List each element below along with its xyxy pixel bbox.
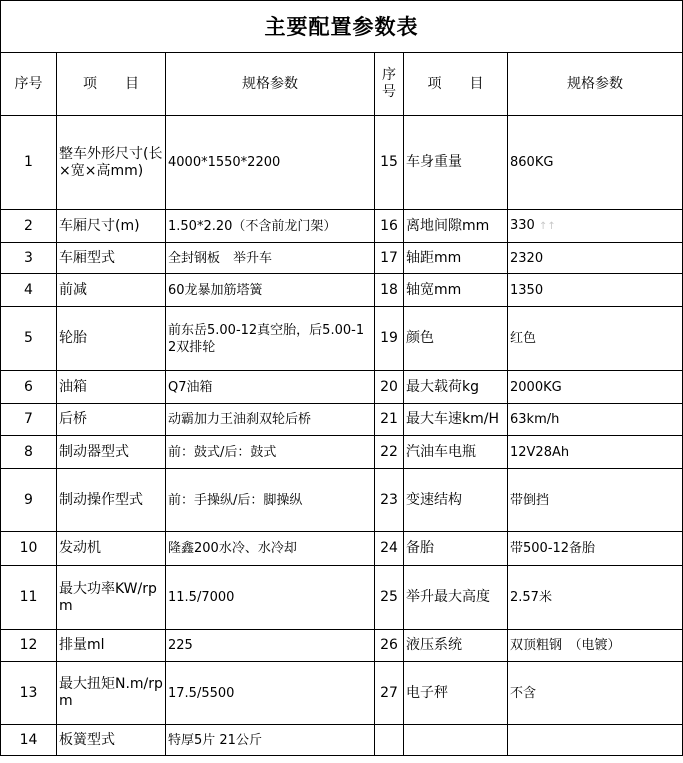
item-name: 举升最大高度 bbox=[404, 566, 508, 630]
item-name: 离地间隙mm bbox=[404, 210, 508, 243]
item-name: 制动器型式 bbox=[57, 436, 166, 469]
row-number: 24 bbox=[375, 532, 404, 566]
faint-mark: ↑↑ bbox=[538, 221, 556, 232]
table-row bbox=[1, 532, 683, 566]
item-name: 最大扭矩N.m/rpm bbox=[57, 662, 166, 725]
row-number: 5 bbox=[1, 307, 57, 371]
item-name: 变速结构 bbox=[404, 469, 508, 532]
item-name: 轴宽mm bbox=[404, 274, 508, 307]
spec-value: 隆鑫200水冷、水冷却 bbox=[166, 532, 375, 566]
spec-value: 前：鼓式/后：鼓式 bbox=[166, 436, 375, 469]
spec-value: 60龙暴加筋塔簧 bbox=[166, 274, 375, 307]
item-name: 排量ml bbox=[57, 630, 166, 662]
spec-value: 63km/h bbox=[508, 404, 683, 436]
row-number: 18 bbox=[375, 274, 404, 307]
header-no-left: 序号 bbox=[1, 53, 57, 116]
spec-value: 12V28Ah bbox=[508, 436, 683, 469]
item-name: 轮胎 bbox=[57, 307, 166, 371]
row-number: 22 bbox=[375, 436, 404, 469]
spec-value: Q7油箱 bbox=[166, 371, 375, 404]
row-number: 21 bbox=[375, 404, 404, 436]
item-name: 整车外形尺寸(长×宽×高mm) bbox=[57, 116, 166, 210]
item-name: 板簧型式 bbox=[57, 725, 166, 756]
header-spec-right: 规格参数 bbox=[508, 53, 683, 116]
item-name: 轴距mm bbox=[404, 243, 508, 274]
item-name: 最大功率KW/rpm bbox=[57, 566, 166, 630]
row-number: 14 bbox=[1, 725, 57, 756]
spec-value bbox=[508, 725, 683, 756]
row-number: 13 bbox=[1, 662, 57, 725]
row-number: 1 bbox=[1, 116, 57, 210]
table-row bbox=[1, 274, 683, 307]
spec-value: 4000*1550*2200 bbox=[166, 116, 375, 210]
item-name: 颜色 bbox=[404, 307, 508, 371]
row-number: 3 bbox=[1, 243, 57, 274]
item-name: 最大车速km/H bbox=[404, 404, 508, 436]
table-row bbox=[1, 725, 683, 756]
table-row bbox=[1, 566, 683, 630]
row-number: 17 bbox=[375, 243, 404, 274]
header-item-right: 项 目 bbox=[404, 53, 508, 116]
spec-value: 17.5/5500 bbox=[166, 662, 375, 725]
spec-value: 前：手操纵/后：脚操纵 bbox=[166, 469, 375, 532]
spec-value: 带倒挡 bbox=[508, 469, 683, 532]
row-number: 12 bbox=[1, 630, 57, 662]
item-name: 汽油车电瓶 bbox=[404, 436, 508, 469]
row-number: 8 bbox=[1, 436, 57, 469]
spec-value: 前东岳5.00-12真空胎，后5.00-12双排轮 bbox=[166, 307, 375, 371]
row-number: 15 bbox=[375, 116, 404, 210]
table-row bbox=[1, 307, 683, 371]
table-row bbox=[1, 371, 683, 404]
item-name: 前减 bbox=[57, 274, 166, 307]
table-row bbox=[1, 630, 683, 662]
title-row bbox=[1, 1, 683, 53]
spec-value: 动霸加力王油刹双轮后桥 bbox=[166, 404, 375, 436]
spec-value: 1.50*2.20（不含前龙门架） bbox=[166, 210, 375, 243]
item-name: 油箱 bbox=[57, 371, 166, 404]
spec-value: 红色 bbox=[508, 307, 683, 371]
row-number: 23 bbox=[375, 469, 404, 532]
item-name: 发动机 bbox=[57, 532, 166, 566]
row-number: 25 bbox=[375, 566, 404, 630]
spec-value: 860KG bbox=[508, 116, 683, 210]
spec-value: 225 bbox=[166, 630, 375, 662]
header-spec-left: 规格参数 bbox=[166, 53, 375, 116]
spec-value: 带500-12备胎 bbox=[508, 532, 683, 566]
table-row bbox=[1, 436, 683, 469]
table-row bbox=[1, 116, 683, 210]
row-number: 10 bbox=[1, 532, 57, 566]
table-row bbox=[1, 404, 683, 436]
item-name: 电子秤 bbox=[404, 662, 508, 725]
item-name: 备胎 bbox=[404, 532, 508, 566]
item-name: 最大载荷kg bbox=[404, 371, 508, 404]
item-name: 制动操作型式 bbox=[57, 469, 166, 532]
item-name bbox=[404, 725, 508, 756]
item-name: 车厢型式 bbox=[57, 243, 166, 274]
spec-value-cell bbox=[508, 210, 683, 243]
row-number: 4 bbox=[1, 274, 57, 307]
header-item-left: 项 目 bbox=[57, 53, 166, 116]
spec-value: 11.5/7000 bbox=[166, 566, 375, 630]
spec-value: 1350 bbox=[508, 274, 683, 307]
row-number: 26 bbox=[375, 630, 404, 662]
spec-value: 全封钢板 举升车 bbox=[166, 243, 375, 274]
spec-value: 双顶粗钢 （电镀） bbox=[508, 630, 683, 662]
row-number: 2 bbox=[1, 210, 57, 243]
item-name: 车身重量 bbox=[404, 116, 508, 210]
spec-value: 330 bbox=[510, 218, 535, 233]
row-number: 27 bbox=[375, 662, 404, 725]
row-number: 20 bbox=[375, 371, 404, 404]
row-number: 16 bbox=[375, 210, 404, 243]
item-name: 车厢尺寸(m) bbox=[57, 210, 166, 243]
spec-value: 2320 bbox=[508, 243, 683, 274]
spec-value: 2.57米 bbox=[508, 566, 683, 630]
header-no-right: 序号 bbox=[375, 53, 404, 116]
row-number: 6 bbox=[1, 371, 57, 404]
table-row bbox=[1, 243, 683, 274]
spec-value: 2000KG bbox=[508, 371, 683, 404]
row-number: 9 bbox=[1, 469, 57, 532]
item-name: 后桥 bbox=[57, 404, 166, 436]
row-number: 11 bbox=[1, 566, 57, 630]
table-row bbox=[1, 469, 683, 532]
spec-value: 不含 bbox=[508, 662, 683, 725]
item-name: 液压系统 bbox=[404, 630, 508, 662]
row-number: 7 bbox=[1, 404, 57, 436]
table-title: 主要配置参数表 bbox=[1, 1, 683, 53]
row-number: 19 bbox=[375, 307, 404, 371]
header-row bbox=[1, 53, 683, 116]
table-row bbox=[1, 662, 683, 725]
row-number bbox=[375, 725, 404, 756]
table-row bbox=[1, 210, 683, 243]
spec-value: 特厚5片 21公斤 bbox=[166, 725, 375, 756]
